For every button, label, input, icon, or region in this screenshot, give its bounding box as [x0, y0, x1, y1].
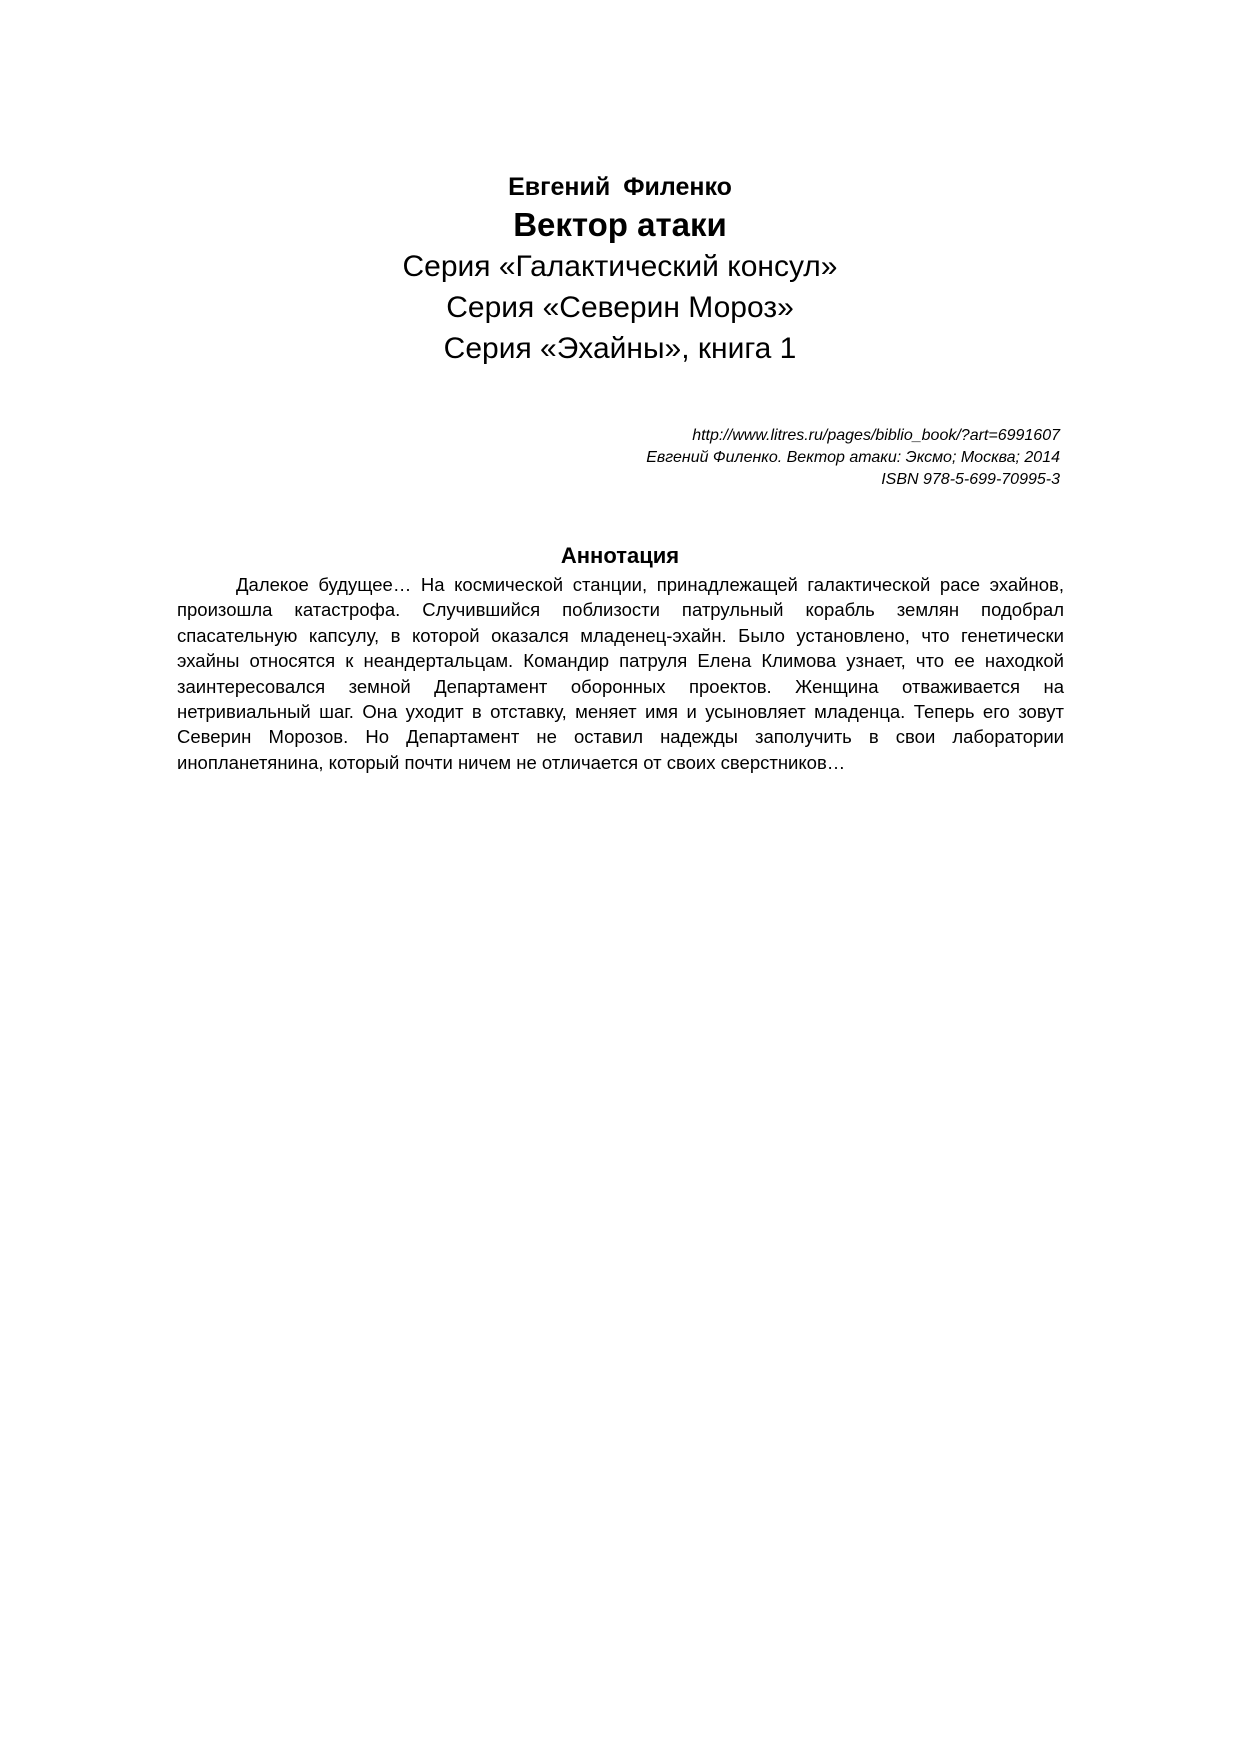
- isbn: ISBN 978-5-699-70995-3: [881, 471, 1060, 488]
- series-line-1: Серия «Галактический консул»: [402, 250, 838, 283]
- publication-meta: [500, 425, 1060, 491]
- book-title: Вектор атаки: [513, 206, 727, 243]
- annotation-heading: Аннотация: [560, 543, 680, 568]
- author-name: Евгений Филенко: [508, 173, 732, 201]
- publication-info: Евгений Филенко. Вектор атаки: Эксмо; Москва; 2014: [646, 449, 1060, 466]
- annotation-text: Далекое будущее… На космической станции, принадлежащей галактической расе эхайнов, произошла катастрофа. Случившийся поблизости патрульный корабль землян подобрал спасательную капсулу, в которой оказался младенец-эхайн. Было установлено, что генетически эхайны относятся к неандертальцам. Командир патруля Елена Климова узнает, что ее находкой заинтересовался земной Департамент оборонных проектов. Женщина отваживается на нетривиальный шаг. Она уходит в отставку, меняет имя и усыновляет младенца. Теперь его зовут Северин Морозов. Но Департамент не оставил надежды заполучить в свои лаборатории инопланетянина, который почти ничем не отличается от своих сверстников…: [177, 574, 1064, 773]
- title-block: [0, 172, 1240, 369]
- series-line-3: Серия «Эхайны», книга 1: [443, 332, 797, 365]
- source-url: http://www.litres.ru/pages/biblio_book/?art=6991607: [692, 427, 1060, 444]
- series-line-2: Серия «Северин Мороз»: [446, 291, 794, 324]
